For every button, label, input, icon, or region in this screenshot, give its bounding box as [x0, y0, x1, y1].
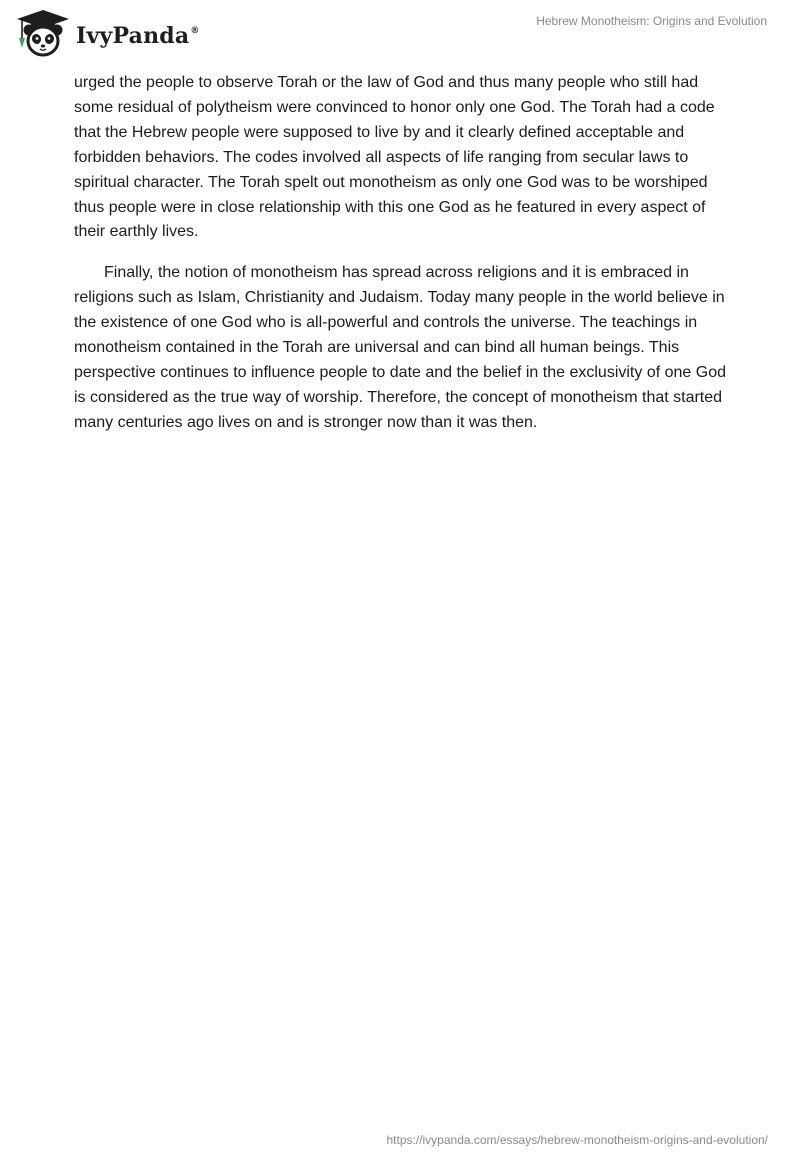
panda-graduate-logo-icon	[14, 8, 72, 60]
page-header	[0, 0, 800, 70]
source-url[interactable]: https://ivypanda.com/essays/hebrew-monotheism-origins-and-evolution/	[386, 1133, 768, 1147]
brand-registered-mark: ®	[190, 25, 200, 36]
paragraph: urged the people to observe Torah or the law of God and thus many people who still had some residual of polytheism were convinced to honor only one God. The Torah had a code that the Hebrew people were supposed to live by and it clearly defined acceptable and forbidden behaviors. The codes involved all aspects of life ranging from secular laws to spiritual character. The Torah spelt out monotheism as only one God was to be worshiped thus people were in close relationship with this one God as he featured in every aspect of their earthly lives.	[74, 74, 715, 241]
document-title: Hebrew Monotheism: Origins and Evolution	[536, 14, 767, 28]
brand-name: IvyPanda®	[76, 23, 200, 49]
brand-logo[interactable]	[14, 8, 200, 60]
paragraph: Finally, the notion of monotheism has spread across religions and it is embraced in religions such as Islam, Christianity and Judaism. Today many people in the world believe in the existence of one God who is all-powerful and controls the universe. The teachings in monotheism contained in the Torah are universal and can bind all human beings. This perspective continues to influence people to date and the belief in the exclusivity of one God is considered as the true way of worship. Therefore, the concept of monotheism that started many centuries ago lives on and is stronger now than it was then.	[74, 264, 726, 431]
essay-body	[74, 71, 734, 452]
